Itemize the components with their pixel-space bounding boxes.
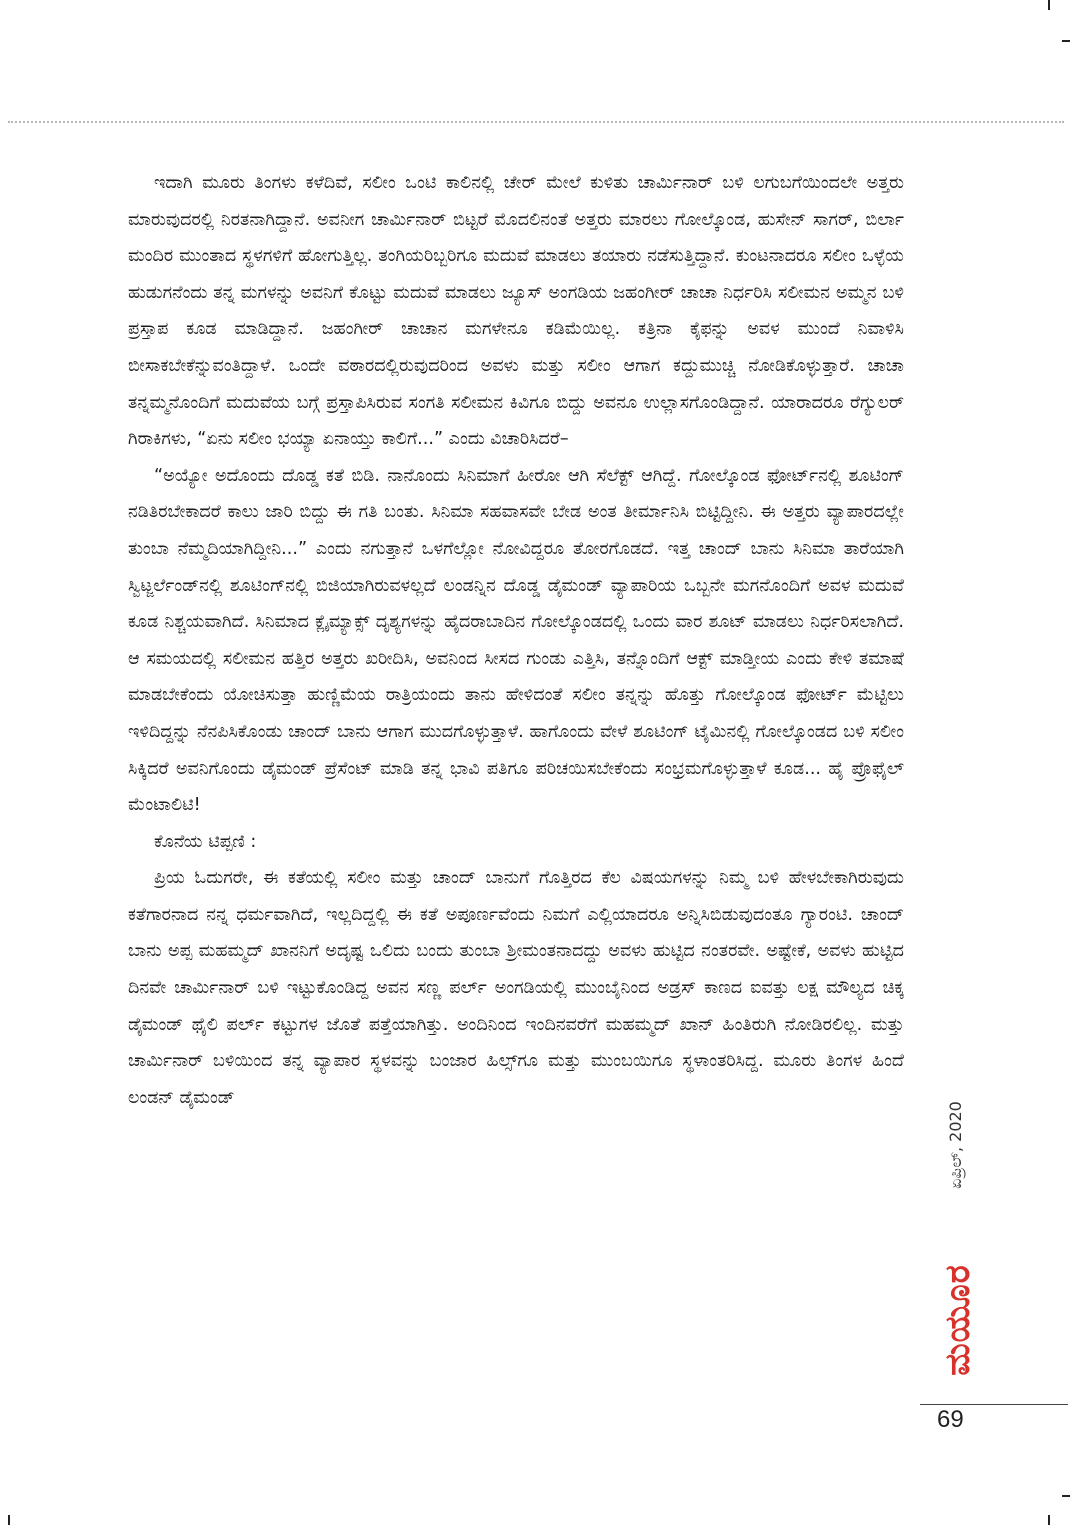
footer-rule: [920, 1404, 1068, 1405]
issue-date: ಏಪ್ರಿಲ್, 2020: [946, 1101, 965, 1189]
magazine-logo: ಮಯೂರ: [938, 1264, 978, 1376]
page-number: 69: [937, 1406, 964, 1433]
dotted-header-rule: [8, 121, 1064, 123]
article-body: [128, 165, 904, 1116]
section-heading: ಕೊನೆಯ ಟಿಪ್ಪಣಿ :: [154, 831, 257, 852]
crop-mark: [1062, 40, 1070, 42]
crop-mark: [1048, 0, 1050, 10]
crop-mark: [1062, 1495, 1070, 1497]
crop-mark: [8, 1515, 10, 1525]
article-paragraph: ಪ್ರಿಯ ಓದುಗರೇ, ಈ ಕತೆಯಲ್ಲಿ ಸಲೀಂ ಮತ್ತು ಚಾಂದ್ ಬಾನುಗೆ ಗೊತ್ತಿರದ ಕೆಲ ವಿಷಯಗಳನ್ನು ನಿಮ್ಮ ಬಳಿ ಹೇಳಬೇಕಾಗಿರುವುದು ಕತೆಗಾರನಾದ ನನ್ನ ಧರ್ಮವಾಗಿದೆ, ಇಲ್ಲದಿದ್ದಲ್ಲಿ ಈ ಕತೆ ಅಪೂರ್ಣವೆಂದು ನಿಮಗೆ ಎಲ್ಲಿಯಾದರೂ ಅನ್ನಿಸಿಬಿಡುವುದಂತೂ ಗ್ಯಾರಂಟಿ. ಚಾಂದ್ ಬಾನು ಅಪ್ಪ ಮಹಮ್ಮದ್ ಖಾನನಿಗೆ ಅದೃಷ್ಟ ಒಲಿದು ಬಂದು ತುಂಬಾ ಶ್ರೀಮಂತನಾದದ್ದು ಅವಳು ಹುಟ್ಟಿದ ನಂತರವೇ. ಅಷ್ಟೇಕೆ, ಅವಳು ಹುಟ್ಟಿದ ದಿನವೇ ಚಾರ್ಮಿನಾರ್ ಬಳಿ ಇಟ್ಟುಕೊಂಡಿದ್ದ ಅವನ ಸಣ್ಣ ಪರ್ಲ್ ಅಂಗಡಿಯಲ್ಲಿ ಮುಂಬೈನಿಂದ ಅಡ್ರಸ್ ಕಾಣದ ಐವತ್ತು ಲಕ್ಷ ಮೌಲ್ಯದ ಚಿಕ್ಕ ಡೈಮಂಡ್ ಥೈಲಿ ಪರ್ಲ್ ಕಟ್ಟುಗಳ ಜೊತೆ ಪತ್ತೆಯಾಗಿತ್ತು. ಅಂದಿನಿಂದ ಇಂದಿನವರೆಗೆ ಮಹಮ್ಮದ್ ಖಾನ್ ಹಿಂತಿರುಗಿ ನೋಡಿರಲಿಲ್ಲ. ಮತ್ತು ಚಾರ್ಮಿನಾರ್ ಬಳಿಯಿಂದ ತನ್ನ ವ್ಯಾಪಾರ ಸ್ಥಳವನ್ನು ಬಂಜಾರ ಹಿಲ್ಸ್‌ಗೂ ಮತ್ತು ಮುಂಬಯಿಗೂ ಸ್ಥಳಾಂತರಿಸಿದ್ದ. ಮೂರು ತಿಂಗಳ ಹಿಂದೆ ಲಂಡನ್ ಡೈಮಂಡ್: [128, 868, 904, 1108]
article-paragraph: ಇದಾಗಿ ಮೂರು ತಿಂಗಳು ಕಳೆದಿವೆ, ಸಲೀಂ ಒಂಟಿ ಕಾಲಿನಲ್ಲಿ ಚೇರ್ ಮೇಲೆ ಕುಳಿತು ಚಾರ್ಮಿನಾರ್ ಬಳಿ ಲಗುಬಗೆಯಿಂದಲೇ ಅತ್ತರು ಮಾರುವುದರಲ್ಲಿ ನಿರತನಾಗಿದ್ದಾನೆ. ಅವನೀಗ ಚಾರ್ಮಿನಾರ್ ಬಿಟ್ಟರೆ ಮೊದಲಿನಂತೆ ಅತ್ತರು ಮಾರಲು ಗೋಲ್ಕೊಂಡ, ಹುಸೇನ್ ಸಾಗರ್, ಬಿರ್ಲಾ ಮಂದಿರ ಮುಂತಾದ ಸ್ಥಳಗಳಿಗೆ ಹೋಗುತ್ತಿಲ್ಲ. ತಂಗಿಯರಿಬ್ಬರಿಗೂ ಮದುವೆ ಮಾಡಲು ತಯಾರು ನಡೆಸುತ್ತಿದ್ದಾನೆ. ಕುಂಟನಾದರೂ ಸಲೀಂ ಒಳ್ಳೆಯ ಹುಡುಗನೆಂದು ತನ್ನ ಮಗಳನ್ನು ಅವನಿಗೆ ಕೊಟ್ಟು ಮದುವೆ ಮಾಡಲು ಜ್ಯೂಸ್ ಅಂಗಡಿಯ ಜಹಂಗೀರ್ ಚಾಚಾ ನಿರ್ಧರಿಸಿ ಸಲೀಮನ ಅಮ್ಮನ ಬಳಿ ಪ್ರಸ್ತಾಪ ಕೂಡ ಮಾಡಿದ್ದಾನೆ. ಜಹಂಗೀರ್ ಚಾಚಾನ ಮಗಳೇನೂ ಕಡಿಮೆಯಿಲ್ಲ. ಕತ್ರಿನಾ ಕೈಫನ್ನು ಅವಳ ಮುಂದೆ ನಿವಾಳಿಸಿ ಬೀಸಾಕಬೇಕೆನ್ನುವಂತಿದ್ದಾಳೆ. ಒಂದೇ ವಠಾರದಲ್ಲಿರುವುದರಿಂದ ಅವಳು ಮತ್ತು ಸಲೀಂ ಆಗಾಗ ಕದ್ದುಮುಚ್ಚಿ ನೋಡಿಕೊಳ್ಳುತ್ತಾರೆ. ಚಾಚಾ ತನ್ನಮ್ಮನೊಂದಿಗೆ ಮದುವೆಯ ಬಗ್ಗೆ ಪ್ರಸ್ತಾಪಿಸಿರುವ ಸಂಗತಿ ಸಲೀಮನ ಕಿವಿಗೂ ಬಿದ್ದು ಅವನೂ ಉಲ್ಲಾಸಗೊಂಡಿದ್ದಾನೆ. ಯಾರಾದರೂ ರೆಗ್ಯುಲರ್ ಗಿರಾಕಿಗಳು, “ಏನು ಸಲೀಂ ಭಯ್ಯಾ ಏನಾಯ್ತು ಕಾಲಿಗೆ...” ಎಂದು ವಿಚಾರಿಸಿದರೆ–: [128, 173, 904, 450]
crop-mark: [1048, 1515, 1050, 1525]
article-paragraph: “ಅಯ್ಯೋ ಅದೊಂದು ದೊಡ್ಡ ಕತೆ ಬಿಡಿ. ನಾನೊಂದು ಸಿನಿಮಾಗೆ ಹೀರೋ ಆಗಿ ಸೆಲೆಕ್ಟ್ ಆಗಿದ್ದೆ. ಗೋಲ್ಕೊಂಡ ಫೋರ್ಟ್‌ನಲ್ಲಿ ಶೂಟಿಂಗ್ ನಡಿತಿರಬೇಕಾದರೆ ಕಾಲು ಜಾರಿ ಬಿದ್ದು ಈ ಗತಿ ಬಂತು. ಸಿನಿಮಾ ಸಹವಾಸವೇ ಬೇಡ ಅಂತ ತೀರ್ಮಾನಿಸಿ ಬಿಟ್ಟಿದ್ದೀನಿ. ಈ ಅತ್ತರು ವ್ಯಾಪಾರದಲ್ಲೇ ತುಂಬಾ ನೆಮ್ಮದಿಯಾಗಿದ್ದೀನಿ...” ಎಂದು ನಗುತ್ತಾನೆ ಒಳಗೆಲ್ಲೋ ನೋವಿದ್ದರೂ ತೋರಗೊಡದೆ. ಇತ್ತ ಚಾಂದ್ ಬಾನು ಸಿನಿಮಾ ತಾರೆಯಾಗಿ ಸ್ವಿಟ್ಜರ್ಲೆಂಡ್‌ನಲ್ಲಿ ಶೂಟಿಂಗ್‌ನಲ್ಲಿ ಬಿಜಿಯಾಗಿರುವಳಲ್ಲದೆ ಲಂಡನ್ನಿನ ದೊಡ್ಡ ಡೈಮಂಡ್ ವ್ಯಾಪಾರಿಯ ಒಬ್ಬನೇ ಮಗನೊಂದಿಗೆ ಅವಳ ಮದುವೆ ಕೂಡ ನಿಶ್ಚಯವಾಗಿದೆ. ಸಿನಿಮಾದ ಕ್ಲೈಮ್ಯಾಕ್ಸ್ ದೃಶ್ಯಗಳನ್ನು ಹೈದರಾಬಾದಿನ ಗೋಲ್ಕೊಂಡದಲ್ಲಿ ಒಂದು ವಾರ ಶೂಟ್ ಮಾಡಲು ನಿರ್ಧರಿಸಲಾಗಿದೆ. ಆ ಸಮಯದಲ್ಲಿ ಸಲೀಮನ ಹತ್ತಿರ ಅತ್ತರು ಖರೀದಿಸಿ, ಅವನಿಂದ ಸೀಸದ ಗುಂಡು ಎತ್ತಿಸಿ, ತನ್ನೊಂದಿಗೆ ಆಕ್ಟ್ ಮಾಡ್ತೀಯ ಎಂದು ಕೇಳಿ ತಮಾಷೆ ಮಾಡಬೇಕೆಂದು ಯೋಚಿಸುತ್ತಾ ಹುಣ್ಣಿಮೆಯ ರಾತ್ರಿಯಂದು ತಾನು ಹೇಳಿದಂತೆ ಸಲೀಂ ತನ್ನನ್ನು ಹೊತ್ತು ಗೋಲ್ಕೊಂಡ ಫೋರ್ಟ್ ಮೆಟ್ಟಿಲು ಇಳಿದಿದ್ದನ್ನು ನೆನಪಿಸಿಕೊಂಡು ಚಾಂದ್ ಬಾನು ಆಗಾಗ ಮುದಗೊಳ್ಳುತ್ತಾಳೆ. ಹಾಗೊಂದು ವೇಳೆ ಶೂಟಿಂಗ್ ಟೈಮಿನಲ್ಲಿ ಗೋಲ್ಕೊಂಡದ ಬಳಿ ಸಲೀಂ ಸಿಕ್ಕಿದರೆ ಅವನಿಗೊಂದು ಡೈಮಂಡ್ ಪ್ರೆಸೆಂಟ್ ಮಾಡಿ ತನ್ನ ಭಾವಿ ಪತಿಗೂ ಪರಿಚಯಿಸಬೇಕೆಂದು ಸಂಭ್ರಮಗೊಳ್ಳುತ್ತಾಳೆ ಕೂಡ... ಹೈ ಪ್ರೊಫೈಲ್ ಮೆಂಟಾಲಿಟಿ!: [128, 465, 904, 816]
